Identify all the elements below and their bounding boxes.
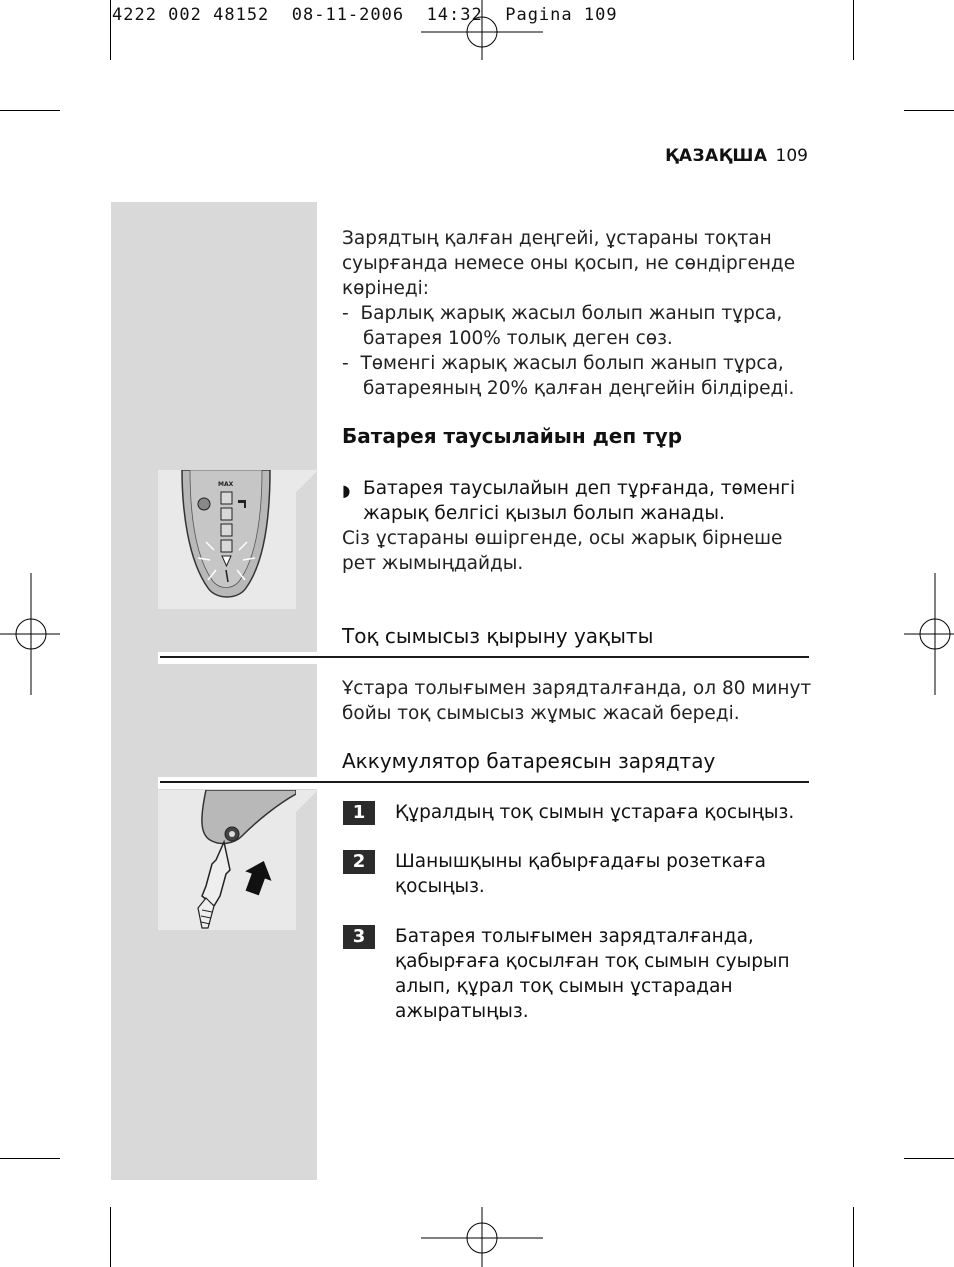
text-line: Сіз ұстараны өшіргенде, осы жарық бірнеше [342, 528, 783, 549]
crosshair-registration-icon [0, 573, 60, 695]
section-gap [158, 658, 318, 664]
step-number-2: 2 [343, 850, 375, 874]
crop-mark [853, 0, 854, 60]
bullet-text-line: жарық белгісі қызыл болып жанады. [363, 503, 725, 524]
text-line: қосыңыз. [395, 876, 485, 897]
section-gap [158, 783, 318, 789]
crop-mark [110, 0, 111, 60]
text-line: қабырғаға қосылған тоқ сымын суырып [395, 951, 790, 972]
print-slug: 4222 002 48152 08-11-2006 14:32 Pagina 109 [112, 5, 618, 25]
section-language: ҚАЗАҚША [665, 146, 768, 166]
intro-paragraph [342, 226, 812, 401]
bullet-marker-icon: ◗ [342, 481, 351, 500]
crop-mark [904, 110, 954, 111]
crosshair-registration-icon [421, 0, 543, 60]
crop-mark [0, 1158, 60, 1159]
step-number-3: 3 [343, 925, 375, 949]
text-line: көрінеді: [342, 278, 430, 299]
battery-low-paragraph [342, 476, 812, 576]
shaver-battery-indicator-illustration [158, 470, 296, 609]
text-line: Батарея толығымен зарядталғанда, [395, 926, 754, 947]
charging-illustration-box [158, 790, 296, 930]
text-line: алып, құрал тоқ сымын ұстарадан [395, 976, 733, 997]
page-number: 109 [775, 146, 808, 166]
indicator-max-label: MAX [218, 481, 234, 488]
text-line: Құралдың тоқ сымын ұстараға қосыңыз. [395, 802, 795, 823]
bullet-text-line: Батарея таусылайын деп тұрғанда, төменгі [363, 478, 796, 499]
charging-plug-illustration [158, 790, 296, 930]
page-header [665, 146, 808, 166]
step-number-1: 1 [343, 801, 375, 825]
text-line: рет жымыңдайды. [342, 553, 524, 574]
gray-sidebar-column [111, 202, 317, 1180]
shaver-illustration-box [158, 470, 296, 609]
charging-heading: Аккумулятор батареясын зарядтау [342, 749, 716, 773]
bullet-text: Төменгі жарық жасыл болып жанып тұрса, [360, 353, 784, 374]
bullet-continuation: батареяның 20% қалған деңгейін білдіреді. [363, 378, 795, 399]
text-line: ажыратыңыз. [395, 1001, 529, 1022]
crop-mark [853, 1207, 854, 1267]
text-line: бойы тоқ сымысыз жұмыс жасай береді. [342, 703, 740, 724]
bullet-text: Барлық жарық жасыл болып жанып тұрса, [360, 303, 783, 324]
crosshair-registration-icon [421, 1207, 543, 1267]
step-1-text [395, 800, 815, 825]
bullet-item: - Төменгі жарық жасыл болып жанып тұрса, [342, 353, 784, 374]
text-line: Зарядтың қалған деңгейі, ұстараны тоқтан [342, 228, 772, 249]
text-line: суырғанда немесе оны қосып, не сөндіргенде [342, 253, 796, 274]
crop-mark [0, 110, 60, 111]
cordless-paragraph [342, 676, 812, 726]
crosshair-registration-icon [904, 573, 954, 695]
callout-pointer-icon [296, 790, 320, 820]
crop-mark [110, 1207, 111, 1267]
cordless-heading: Тоқ сымысыз қырыну уақыты [342, 624, 654, 648]
callout-pointer-icon [296, 470, 320, 514]
text-line: Ұстара толығымен зарядталғанда, ол 80 минут [342, 678, 812, 699]
text-line: Шанышқыны қабырғадағы розеткаға [395, 851, 767, 872]
step-2-text [395, 849, 815, 899]
bullet-item: - Барлық жарық жасыл болып жанып тұрса, [342, 303, 783, 324]
crop-mark [904, 1158, 954, 1159]
battery-low-heading: Батарея таусылайын деп тұр [342, 424, 683, 448]
bullet-continuation: батарея 100% толық деген сөз. [363, 328, 673, 349]
step-3-text [395, 924, 815, 1024]
